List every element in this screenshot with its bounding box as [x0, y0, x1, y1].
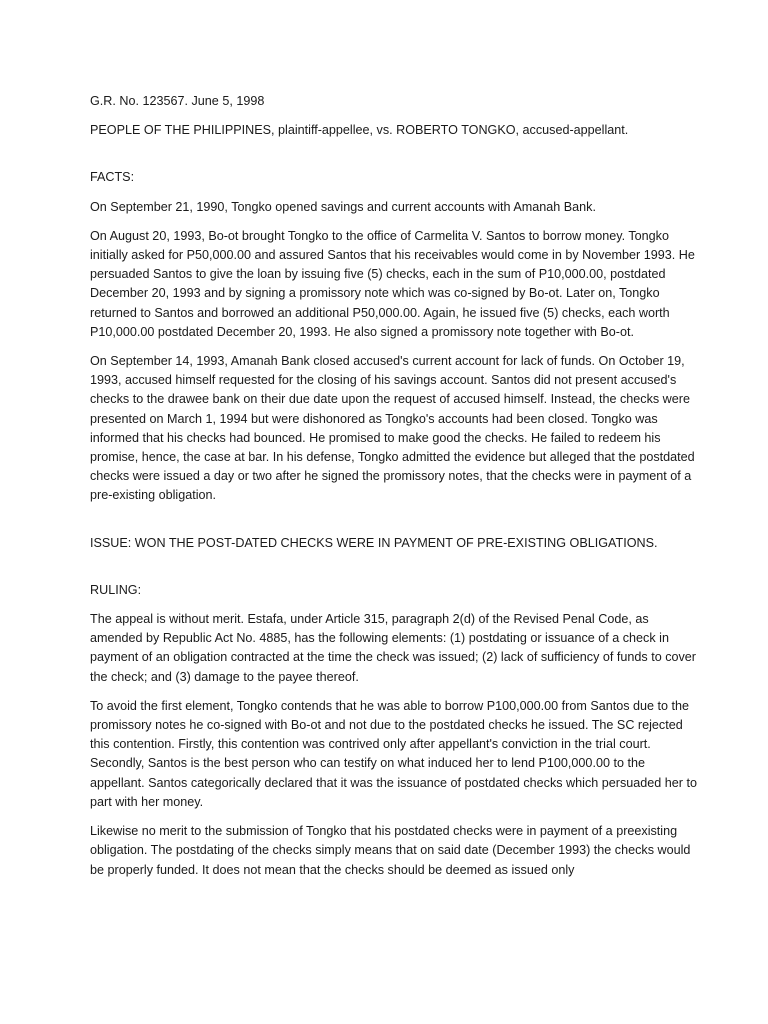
case-parties: PEOPLE OF THE PHILIPPINES, plaintiff-appellee, vs. ROBERTO TONGKO, accused-appellant.: [90, 123, 629, 138]
document-page: [90, 92, 700, 890]
case-number: G.R. No. 123567. June 5, 1998: [90, 94, 265, 108]
facts-heading: FACTS:: [90, 170, 135, 185]
facts-paragraph: On September 14, 1993, Amanah Bank closed accused's current account for lack of funds. On October 19, 1993, accused himself requested for the closing of his savings account. Santos did not present accused's checks to the drawee bank on their due date upon the request of accused himself. Instead, the checks were presented on March 1, 1994 but were dishonored as Tongko's accounts had been closed. Tongko was informed that his checks had bounced. He promised to make good the checks. He failed to redeem his promise, hence, the case at bar. In his defense, Tongko admitted the evidence but alleged that the postdated checks were issued a day or two after he signed the promissory notes, that the checks were in payment of a pre-existing obligation.: [90, 354, 695, 503]
facts-paragraph: On September 21, 1990, Tongko opened savings and current accounts with Amanah Bank.: [90, 199, 596, 214]
facts-paragraph: On August 20, 1993, Bo-ot brought Tongko to the office of Carmelita V. Santos to borrow money. Tongko initially asked for P50,000.00 and assured Santos that his receivables would come in by November 1993. He persuaded Santos to give the loan by issuing five (5) checks, each in the sum of P10,000.00, postdated December 20, 1993 and by signing a promissory note which was co-signed by Bo-ot. Later on, Tongko returned to Santos and borrowed an additional P50,000.00. Again, he issued five (5) checks, each worth P10,000.00 postdated December 20, 1993. He also signed a promissory note together with Bo-ot.: [90, 228, 695, 339]
ruling-heading: RULING:: [90, 582, 142, 597]
ruling-paragraph: Likewise no merit to the submission of Tongko that his postdated checks were in payment of a preexisting obligation. The postdating of the checks simply means that on said date (December 1993) the checks would be properly funded. It does not mean that the checks should be deemed as issued only: [90, 824, 691, 877]
ruling-paragraph: The appeal is without merit. Estafa, under Article 315, paragraph 2(d) of the Revised Penal Code, as amended by Republic Act No. 4885, has the following elements: (1) postdating or issuance of a check in payment of an obligation contracted at the time the check was issued; (2) lack of sufficiency of funds to cover the check; and (3) damage to the payee thereof.: [90, 612, 696, 684]
issue-statement: ISSUE: WON THE POST-DATED CHECKS WERE IN PAYMENT OF PRE-EXISTING OBLIGATIONS.: [90, 535, 658, 550]
ruling-paragraph: To avoid the first element, Tongko contends that he was able to borrow P100,000.00 from Santos due to the promissory notes he co-signed with Bo-ot and not due to the postdated checks he issued. The SC rejected this contention. Firstly, this contention was contrived only after appellant's conviction in the trial court. Secondly, Santos is the best person who can testify on what induced her to lend P100,000.00 to the appellant. Santos categorically declared that it was the issuance of postdated checks which persuaded her to part with her money.: [90, 698, 697, 809]
